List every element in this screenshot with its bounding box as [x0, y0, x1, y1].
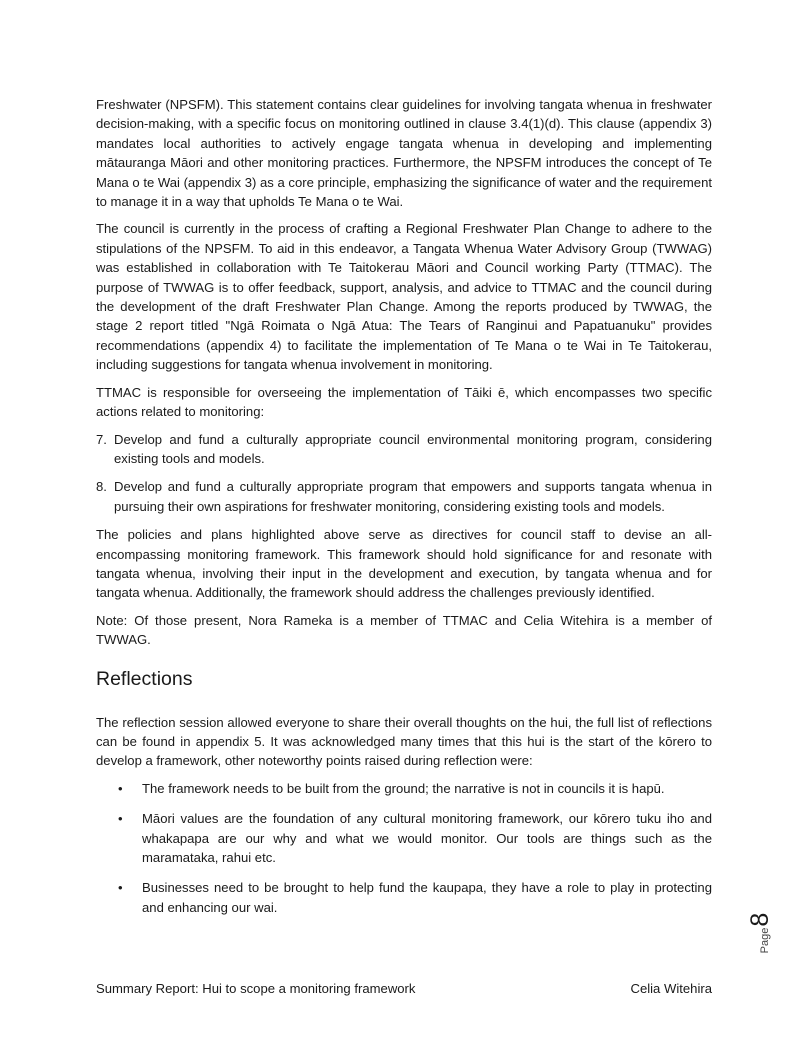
- paragraph-npsfm: Freshwater (NPSFM). This statement contains clear guidelines for involving tangata whenua in freshwater decision-making, with a specific focus on monitoring outlined in clause 3.4(1)(d). This clause (appendix 3) mandates local authorities to actively engage tangata whenua in developing and implementing mātauranga Māori and other monitoring practices. Furthermore, the NPSFM introduces the concept of Te Mana o te Wai (appendix 3) as a core principle, emphasizing the significance of water and the requirement to manage it in a way that upholds Te Mana o te Wai.: [96, 97, 712, 210]
- document-body: [96, 95, 712, 928]
- bullet-icon: •: [118, 780, 123, 796]
- paragraph-reflections-intro: The reflection session allowed everyone to share their overall thoughts on the hui, the full list of reflections can be found in appendix 5. It was acknowledged many times that this hui is the start of the kōrero to develop a framework, other noteworthy points raised during reflection were:: [96, 714, 712, 769]
- list-item-number: 7.: [96, 431, 107, 447]
- footer-report-title: Summary Report: Hui to scope a monitoring framework: [96, 981, 416, 996]
- list-item: [96, 430, 712, 469]
- list-item-number: 8.: [96, 479, 107, 495]
- monitoring-actions-list: [96, 430, 712, 517]
- list-item: [96, 779, 712, 798]
- reflections-bullet-list: [96, 779, 712, 917]
- page-number-value: 8: [746, 912, 774, 927]
- bullet-text: Businesses need to be brought to help fund the kaupapa, they have a role to play in protecting and enhancing our wai.: [142, 880, 712, 915]
- page-number: [746, 911, 782, 955]
- paragraph-policies: The policies and plans highlighted above serve as directives for council staff to devise an all-encompassing monitoring framework. This framework should hold significance for and resonate with tangata whenua, involving their input in the development and execution, by tangata whenua and for tangata whenua. Additionally, the framework should address the challenges previously identified.: [96, 527, 712, 601]
- list-item: [96, 809, 712, 867]
- bullet-icon: •: [118, 880, 123, 896]
- list-item: [96, 878, 712, 917]
- bullet-text: Māori values are the foundation of any cultural monitoring framework, our kōrero tuku iho and whakapapa are our why and what we would monitor. Our tools are things such as the maramataka, rahui etc.: [142, 811, 712, 865]
- paragraph-note: Note: Of those present, Nora Rameka is a member of TTMAC and Celia Witehira is a member of TWWAG.: [96, 612, 712, 648]
- list-item-text: Develop and fund a culturally appropriate program that empowers and supports tangata whenua in pursuing their own aspirations for freshwater monitoring, considering existing tools and models.: [114, 479, 712, 514]
- bullet-text: The framework needs to be built from the ground; the narrative is not in councils it is hapū.: [142, 780, 665, 796]
- page-number-label: Page: [759, 927, 771, 954]
- list-item: [96, 477, 712, 516]
- paragraph-ttmac: TTMAC is responsible for overseeing the implementation of Tāiki ē, which encompasses two specific actions related to monitoring:: [96, 384, 712, 420]
- footer-author: Celia Witehira: [630, 981, 712, 996]
- list-item-text: Develop and fund a culturally appropriate council environmental monitoring program, considering existing tools and models.: [114, 431, 712, 466]
- bullet-icon: •: [118, 811, 123, 827]
- page-footer: [96, 979, 712, 998]
- section-heading-reflections: Reflections: [96, 667, 193, 690]
- paragraph-twwag: The council is currently in the process of crafting a Regional Freshwater Plan Change to adhere to the stipulations of the NPSFM. To aid in this endeavor, a Tangata Whenua Water Advisory Group (TWWAG) was established in collaboration with Te Taitokerau Māori and Council working Party (TTMAC). The purpose of TWWAG is to offer feedback, support, analysis, and advice to TTMAC and the council during the development of the draft Freshwater Plan Change. Among the reports produced by TWWAG, the stage 2 report titled "Ngā Roimata o Ngā Atua: The Tears of Ranginui and Papatuanuku" provides recommendations (appendix 4) to facilitate the implementation of Te Mana o te Wai in Te Taitokerau, including suggestions for tangata whenua involvement in monitoring.: [96, 221, 712, 373]
